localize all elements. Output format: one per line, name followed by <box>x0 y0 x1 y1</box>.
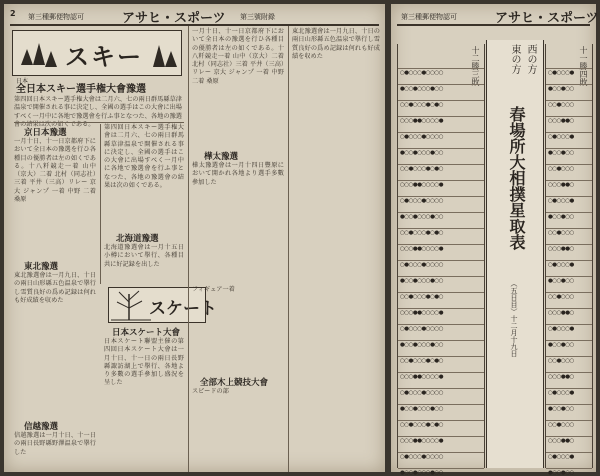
ranking-row <box>546 116 592 124</box>
ranking-row <box>546 132 592 140</box>
skate-text: 日本スケート聯盟主催の第四回日本スケート大會は一月十日、十一日の兩日長野縣諏訪湖上で擧行、各地より多數の選手參加し盛況を呈した <box>104 338 184 387</box>
win-loss-marks: ○○○●●○○○○● <box>400 182 443 188</box>
ranking-table-west <box>397 44 485 476</box>
column-text: 一月十日、十一日京都府下において全日本の豫選を行ひ各種目の優勝者は左の如くである。十八粁競走一着 山中（京大）二着 北村（同志社）三着 平井（三高）リレー 京大 ジャンプ 一着 中野 二着 桑原 <box>192 28 284 85</box>
win-loss-marks: ○●○○○● <box>548 134 574 140</box>
win-loss-marks: ○●○○○● <box>548 198 574 204</box>
ranking-row <box>546 100 592 108</box>
ranking-row <box>546 404 592 412</box>
ranking-row <box>546 324 592 332</box>
win-loss-marks: ●○○●○○○●○○ <box>400 150 443 156</box>
ranking-row <box>398 388 484 396</box>
column-rule <box>100 124 101 284</box>
win-loss-marks: ●○○●○○○●○○ <box>400 86 443 92</box>
ranking-row <box>398 100 484 108</box>
win-loss-marks: ●○○●○○ <box>548 86 574 92</box>
win-loss-marks: ○○●○○○●○●○ <box>400 230 443 236</box>
win-loss-marks: ○○○●●○ <box>548 182 574 188</box>
ranking-row <box>546 372 592 380</box>
ranking-row <box>398 212 484 220</box>
ranking-row <box>398 356 484 364</box>
ranking-row <box>546 452 592 460</box>
row-header: 十二勝三敗 <box>471 46 480 86</box>
ranking-row <box>546 340 592 348</box>
ranking-row <box>546 260 592 268</box>
win-loss-marks: ●○○●○○ <box>548 342 574 348</box>
lead-text: 第四回日本スキー選手権大會は二月六、七の兩日群馬縣草津温泉で開催される事に決定し、全國の選手はこの大會に出場すべく一月中に各地で豫選會を行ふ事となつた、各地の豫選會の結果は次の如くである。 <box>14 96 182 128</box>
win-loss-marks: ○●○○○● <box>548 326 574 332</box>
ranking-row <box>546 356 592 364</box>
tree-icon <box>165 51 177 67</box>
ranking-row <box>398 468 484 476</box>
win-loss-marks: ○○●○○○ <box>548 166 574 172</box>
win-loss-marks: ○○○●●○ <box>548 438 574 444</box>
tree-icon <box>21 49 33 65</box>
win-loss-marks: ○○●○○○ <box>548 102 574 108</box>
skate-headline: 日本スケート大會 <box>112 328 181 338</box>
section-title-kyoto: 京日本豫選 <box>24 128 67 138</box>
win-loss-marks: ●○○●○○ <box>548 278 574 284</box>
ranking-title: 春場所大相撲星取表 <box>507 106 526 250</box>
header-rule <box>10 24 379 26</box>
win-loss-marks: ○●○○○●○○○○ <box>400 326 443 332</box>
right-page <box>391 4 599 476</box>
ranking-row <box>546 420 592 428</box>
ranking-row <box>546 468 592 476</box>
section-text-hokkaido: 北海道豫選會は一月十五日小樽において擧行、各種目共に好記録を出した <box>104 244 184 268</box>
ranking-row <box>398 340 484 348</box>
win-loss-marks: ○●○○○●○○○○ <box>400 390 443 396</box>
win-loss-marks: ○○○●●○○○○● <box>400 374 443 380</box>
win-loss-marks: ○○●○○○ <box>548 230 574 236</box>
section-text-shinetsu: 信越豫選は一月十日、十一日の兩日長野縣野澤温泉で擧行した <box>14 432 96 456</box>
tree-icon <box>153 45 165 67</box>
win-loss-marks: ○○●○○○ <box>548 294 574 300</box>
win-loss-marks: ●○○●○○ <box>548 406 574 412</box>
win-loss-marks: ○○●○○○●○●○ <box>400 358 443 364</box>
ranking-row <box>546 436 592 444</box>
section-title-hokkaido: 北海道豫選 <box>116 234 159 244</box>
ranking-row <box>398 116 484 124</box>
lead-kicker: 日本 <box>16 78 29 85</box>
ranking-row <box>546 212 592 220</box>
win-loss-marks: ○○○●●○ <box>548 246 574 252</box>
ranking-row <box>398 68 484 76</box>
column-rule <box>188 26 189 472</box>
win-loss-marks: ○○●○○○●○●○ <box>400 102 443 108</box>
ranking-row <box>398 196 484 204</box>
ranking-row <box>546 292 592 300</box>
skate-sub-text: フィギュア一着 <box>192 286 235 293</box>
win-loss-marks: ○●○○○●○○○○ <box>400 454 443 460</box>
section-title-tohoku: 東北豫選 <box>24 262 59 272</box>
page-number: 2 <box>10 9 16 18</box>
column-text: スピードの部 <box>192 388 229 395</box>
section-text-kyoto: 一月十日、十一日京都府下において全日本の豫選を行ひ各種目の優勝者は左の如くである。十八粁競走一着 山中（京大）二着 北村（同志社）三着 平井（三高）リレー 京大 ジャンプ 一着 中野 二着 桑原 <box>14 138 96 204</box>
ski-heading-box <box>12 30 182 76</box>
win-loss-marks: ○●○○○● <box>548 390 574 396</box>
ranking-row <box>546 276 592 284</box>
win-loss-marks: ○○●○○○ <box>548 422 574 428</box>
win-loss-marks: ●○○●○○○●○○ <box>400 406 443 412</box>
win-loss-marks: ●○○●○○○●○○ <box>400 470 443 476</box>
ranking-row <box>398 260 484 268</box>
divider <box>14 122 184 123</box>
ranking-row <box>546 308 592 316</box>
ranking-row <box>398 180 484 188</box>
win-loss-marks: ●○○●○○ <box>548 214 574 220</box>
section-title-shinetsu: 信越豫選 <box>24 422 59 432</box>
title-panel <box>486 40 544 468</box>
ranking-row <box>398 292 484 300</box>
ranking-row <box>398 324 484 332</box>
win-loss-marks: ●○○●○○○●○○ <box>400 342 443 348</box>
tree-icon <box>33 43 45 65</box>
header-issue: 第三號附錄 <box>240 13 275 21</box>
column-text: 第四回日本スキー選手権大會は二月六、七の兩日群馬縣草津温泉で開催される事に決定し、全國の選手はこの大會に出場すべく一月中に各地で豫選會を行ふ事となつた、各地の豫選會の結果は次の如くである。 <box>104 124 184 190</box>
win-loss-marks: ●○○●○○ <box>548 150 574 156</box>
win-loss-marks: ○●○○○●○○○○ <box>400 134 443 140</box>
win-loss-marks: ○○○●●○ <box>548 118 574 124</box>
win-loss-marks: ○●○○○● <box>548 262 574 268</box>
win-loss-marks: ○●○○○●○○○○ <box>400 262 443 268</box>
win-loss-marks: ●○○●○○ <box>548 470 574 476</box>
header-rule <box>397 24 590 26</box>
ranking-row <box>398 148 484 156</box>
win-loss-marks: ○○●○○○●○●○ <box>400 166 443 172</box>
header-meta: 第三種郵便物認可 <box>28 13 84 21</box>
ranking-row <box>398 308 484 316</box>
ranking-row <box>398 228 484 236</box>
tree-icon <box>45 51 57 67</box>
win-loss-marks: ○○○●●○○○○● <box>400 118 443 124</box>
win-loss-marks: ○○●○○○●○●○ <box>400 294 443 300</box>
ranking-subtitle: （五日目）十二月十九日 <box>510 280 518 357</box>
skate-section-title: スケート <box>149 299 217 319</box>
win-loss-marks: ●○○●○○○●○○ <box>400 214 443 220</box>
ranking-row <box>398 164 484 172</box>
ranking-row <box>546 244 592 252</box>
win-loss-marks: ○○○●●○○○○● <box>400 246 443 252</box>
win-loss-marks: ○○●○○○●○●○ <box>400 422 443 428</box>
west-label: 西の方 <box>525 44 536 74</box>
win-loss-marks: ●○○●○○○●○○ <box>400 278 443 284</box>
extra-headline: 全部木上競技大會 <box>200 378 269 388</box>
ranking-row <box>546 180 592 188</box>
left-page <box>4 4 385 472</box>
ranking-row <box>398 372 484 380</box>
win-loss-marks: ○●○○○● <box>548 454 574 460</box>
win-loss-marks: ○●○○○●○○○○ <box>400 198 443 204</box>
ranking-table-east <box>545 44 593 476</box>
ski-section-title: スキー <box>65 42 143 71</box>
ranking-row <box>546 148 592 156</box>
ranking-row <box>398 452 484 460</box>
ranking-row <box>398 436 484 444</box>
section-title-karafuto: 樺太豫選 <box>204 152 239 162</box>
ranking-row <box>546 228 592 236</box>
ranking-row <box>546 84 592 92</box>
win-loss-marks: ○○○●●○ <box>548 310 574 316</box>
win-loss-marks: ○○○●●○ <box>548 374 574 380</box>
ranking-row <box>398 420 484 428</box>
lead-headline: 全日本スキー選手権大會豫選 <box>16 84 146 95</box>
masthead: アサヒ・スポーツ <box>122 11 226 26</box>
ranking-row <box>546 388 592 396</box>
ranking-row <box>398 244 484 252</box>
east-label: 東の方 <box>509 44 520 74</box>
ranking-row <box>546 164 592 172</box>
header-meta: 第三種郵便物認可 <box>401 13 457 21</box>
row-header: 十一勝四敗 <box>579 46 588 86</box>
ranking-row <box>546 196 592 204</box>
ranking-row <box>546 68 592 76</box>
masthead: アサヒ・スポーツ <box>495 11 599 26</box>
win-loss-marks: ○○●○○○ <box>548 358 574 364</box>
win-loss-marks: ○○○●●○○○○● <box>400 438 443 444</box>
ranking-row <box>398 276 484 284</box>
column-text: 東北豫選會は一月九日、十日の兩日山形縣五色温泉で擧行し雪質良好の爲め記録は何れも好成績を収めた <box>292 28 380 60</box>
section-text-karafuto: 樺太豫選會は一月十四日豐原において開かれ各地より選手多數參加した <box>192 162 284 186</box>
ranking-row <box>398 132 484 140</box>
ranking-row <box>398 404 484 412</box>
win-loss-marks: ○●○○○●○○○○ <box>400 70 443 76</box>
column-rule <box>288 26 289 472</box>
bare-tree-icon <box>111 288 151 322</box>
win-loss-marks: ○●○○○● <box>548 70 574 76</box>
win-loss-marks: ○○○●●○○○○● <box>400 310 443 316</box>
section-text-tohoku: 東北豫選會は一月九日、十日の兩日山形縣五色温泉で擧行し雪質良好の爲め記録は何れも好成績を収めた <box>14 272 96 304</box>
ranking-row <box>398 84 484 92</box>
